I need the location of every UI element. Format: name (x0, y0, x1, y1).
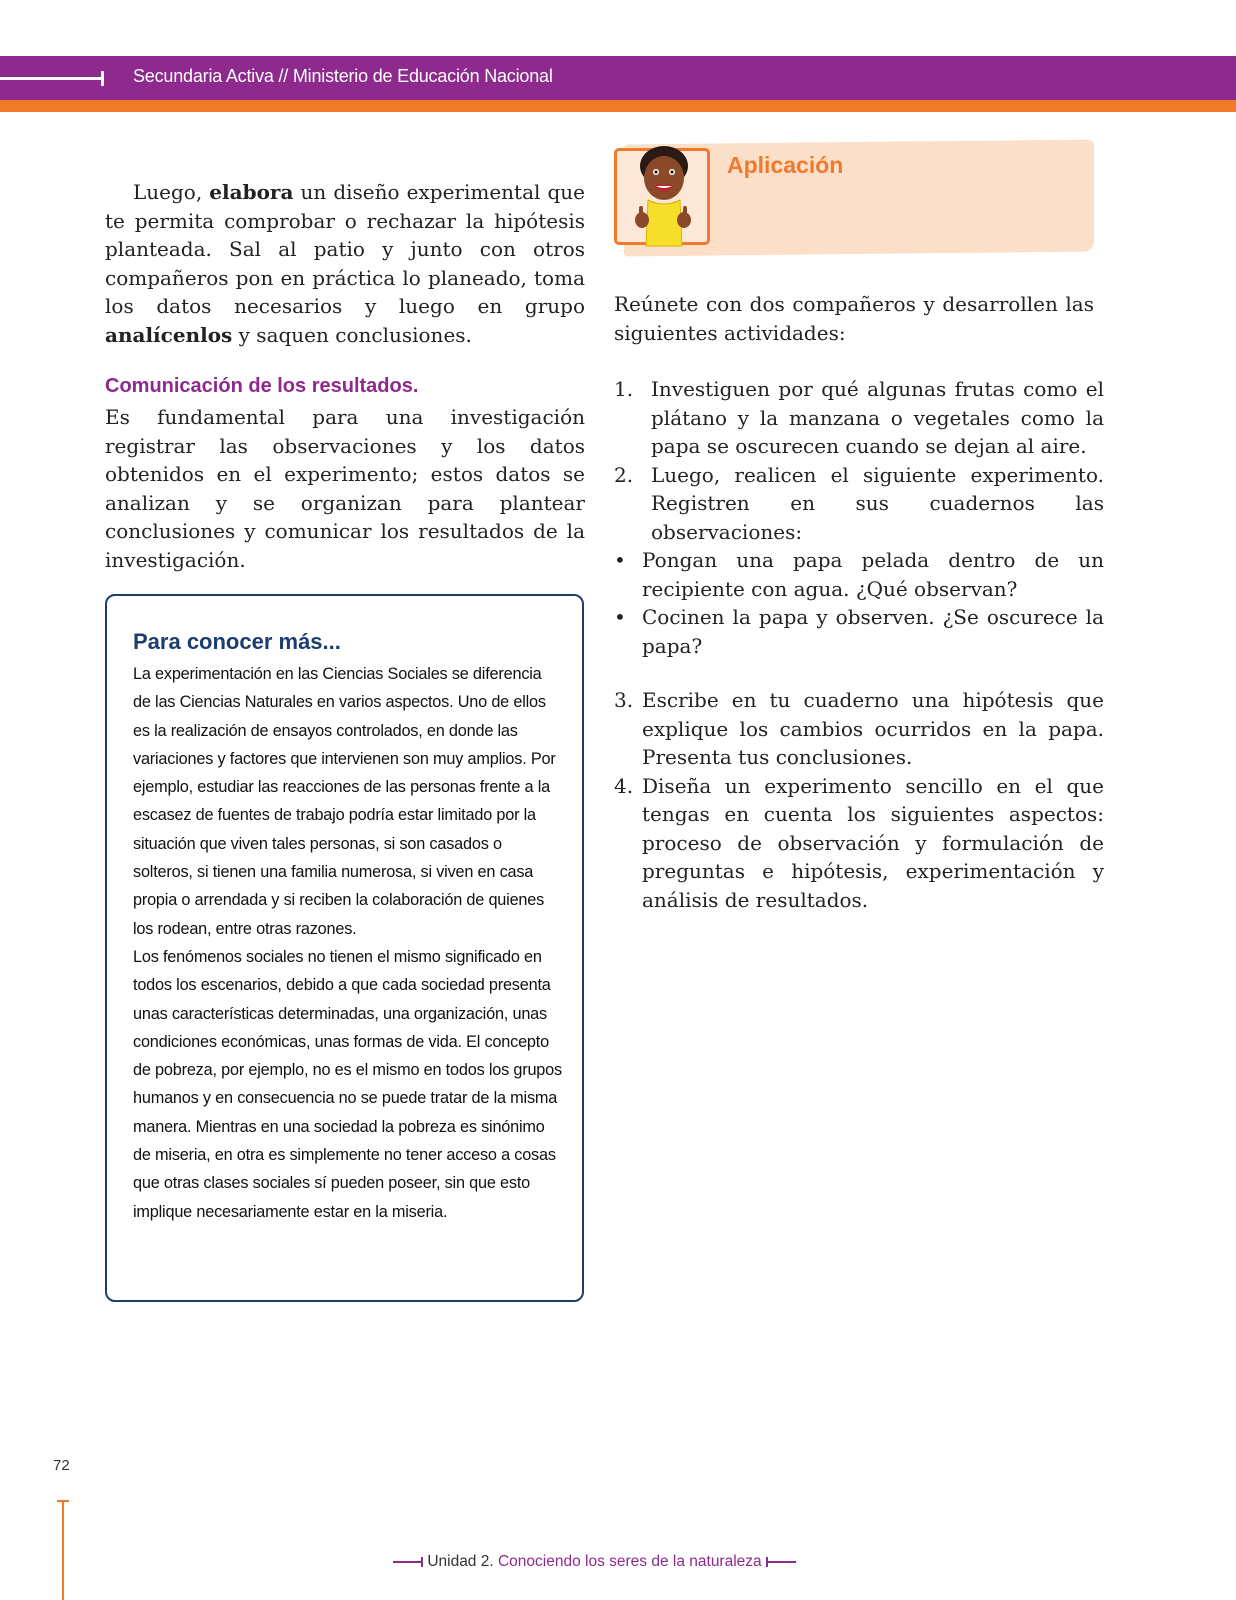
bullet-list (614, 546, 1104, 660)
list-item: • Pongan una papa pelada dentro de un recipiente con agua. ¿Qué observan? (614, 548, 1104, 601)
comunicacion-paragraph: Es fundamental para una investigación registrar las observaciones y los datos obtenidos en el experimento; estos datos se analizan y se organizan para plantear conclusiones y comunicar los resultados de la investigación. (105, 405, 585, 572)
intro-paragraph: Luego, elabora un diseño experimental que te permita comprobar o rechazar la hipótesis planteada. Sal al patio y junto con otros compañeros pon en práctica lo planeado, toma los datos necesarios y luego en grupo analícenlos y saquen conclusiones. (105, 180, 586, 347)
list-item: 1. Investiguen por qué algunas frutas como el plátano y la manzana o vegetales como la papa se oscurecen cuando se dejan al aire. (614, 377, 1104, 458)
header-title: Secundaria Activa // Ministerio de Educación Nacional (133, 66, 553, 86)
page-number: 72 (53, 1457, 70, 1474)
list-item: 3. Escribe en tu cuaderno una hipótesis que explique los cambios ocurridos en la papa. Presenta tus conclusiones. (614, 688, 1104, 769)
info-box-paragraph: La experimentación en las Ciencias Sociales se diferencia de las Ciencias Naturales en varios aspectos. Uno de ellos es la realización de ensayos controlados, en donde las variaciones y factores que intervienen son muy amplios. Por ejemplo, estudiar las reacciones de las personas frente a la escasez de fuentes de trabajo podría estar limitado por la situación que viven tales personas, si son casados o solteros, si tienen una familia numerosa, si viven en casa propia o arrendada y si reciben la colaboración de quienes los rodean, entre otras razones. (133, 665, 556, 938)
header-tick (101, 71, 104, 86)
aplicacion-intro: Reúnete con dos compañeros y desarrollen las siguientes actividades: (614, 292, 1094, 345)
list-item: 2. Luego, realicen el siguiente experimento. Registren en sus cuadernos las observaciones: (614, 462, 1104, 544)
footer-rule-right (768, 1561, 796, 1563)
info-box-paragraph: Los fenómenos sociales no tienen el mismo significado en todos los escenarios, debido a que cada sociedad presenta unas características determinadas, una organización, unas condiciones económicas, unas formas de vida. El concepto de pobreza, por ejemplo, no es el mismo en todos los grupos humanos y en consecuencia no se puede tratar de la misma manera. Mientras en una sociedad la pobreza es sinónimo de miseria, en otra es simplemente no tener acceso a cosas que otras clases sociales sí pueden poseer, sin que esto implique necesariamente estar en la miseria. (133, 947, 562, 1221)
steps-list-2 (614, 686, 1104, 914)
section-title-comunicacion: Comunicación de los resultados. (105, 375, 419, 397)
footer-line (62, 1502, 64, 1600)
bold-analicenlos: analícenlos (105, 322, 233, 347)
header-line (0, 77, 104, 80)
footer-rule-left (393, 1561, 421, 1563)
steps-list-1 (614, 375, 1104, 546)
unit-title: Conociendo los seres de la naturaleza (497, 1553, 762, 1570)
bold-elabora: elabora (209, 180, 294, 204)
info-box-text (133, 660, 563, 1226)
footer-unit (393, 1553, 796, 1571)
header-stripe (0, 100, 1236, 112)
list-item: 4. Diseña un experimento sencillo en el que tengas en cuenta los siguientes aspectos: proceso de observación y formulación de preguntas e hipótesis, experimentación y análisis de resultados. (614, 773, 1104, 912)
unit-label: Unidad 2. (427, 1553, 494, 1570)
info-box-title: Para conocer más... (133, 629, 341, 654)
section-title-aplicacion: Aplicación (727, 152, 844, 178)
boy-thumbs-up-icon (630, 138, 700, 253)
footer-tick-left (421, 1557, 423, 1567)
list-item: • Cocinen la papa y observen. ¿Se oscurece la papa? (614, 605, 1104, 658)
